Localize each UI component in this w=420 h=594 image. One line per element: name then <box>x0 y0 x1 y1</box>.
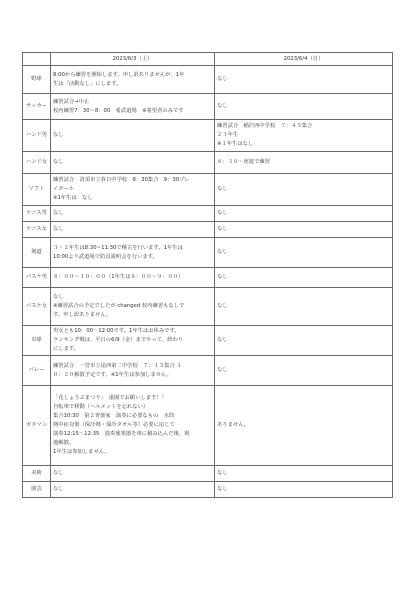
cell-line: にします。 <box>53 346 80 352</box>
cell-line: なし <box>53 226 64 232</box>
table-row <box>23 268 393 288</box>
cell-line: 集合10:30 第２青楽家 演奏に必要なもの 水筒 <box>53 413 175 419</box>
cell-line: なし <box>217 76 228 82</box>
table-row <box>23 466 393 482</box>
cell-line: 演奏12:15～12:35 演奏後楽器を車に積み込んだ後、現 <box>53 431 190 437</box>
day1-cell <box>51 174 215 206</box>
day2-cell <box>215 120 393 152</box>
day2-cell <box>215 66 393 94</box>
cell-line: ※1年生は なし <box>53 195 93 201</box>
day1-cell <box>51 326 215 356</box>
day2-cell <box>215 222 393 238</box>
day1-cell <box>51 268 215 288</box>
day1-cell <box>51 466 215 482</box>
club-name: サッカー <box>23 94 51 120</box>
cell-line: ※１年生はなし <box>217 141 254 147</box>
day2-cell <box>215 206 393 222</box>
club-name: 野球 <box>23 66 51 94</box>
club-name: テニス女 <box>23 222 51 238</box>
day2-cell <box>215 356 393 386</box>
cell-line: 10:00より武道場で防具説明会を行います。 <box>53 253 158 260</box>
cell-line: なし <box>217 186 228 192</box>
cell-line: 地解散。 <box>53 440 75 446</box>
cell-line: なし <box>217 210 228 216</box>
cell-line: ８：３０～座遊で練習 <box>217 159 270 165</box>
cell-line: なし <box>53 210 64 216</box>
cell-line: 校内練習7：30～8：00 希武道場 ※希望者のみです <box>53 107 184 114</box>
table-row <box>23 120 393 152</box>
day1-cell <box>51 120 215 152</box>
cell-line: ２３年生 <box>217 132 239 138</box>
cell-line: 男女とも10：00～12:00です。1年生はお休みです。 <box>53 328 180 334</box>
club-name: 園芸 <box>23 482 51 498</box>
club-name: 剣道 <box>23 238 51 268</box>
day1-cell <box>51 222 215 238</box>
table-row <box>23 326 393 356</box>
table-row <box>23 288 393 326</box>
table-row <box>23 152 393 174</box>
cell-line: 生は「活動なし」にします。 <box>53 80 122 87</box>
cell-line: ８：００～１０：００（1年生は８：００～９：００） <box>53 274 184 280</box>
cell-line: ※練習試合の予定でしたが changed 校内練習もなしで <box>53 303 185 309</box>
table-row <box>23 174 393 206</box>
club-name: バレー <box>23 356 51 386</box>
cell-line: 「花しょうぶまつり」 重園でお願いします！！ <box>53 395 167 401</box>
cell-line: なし <box>53 470 64 476</box>
table-row <box>23 222 393 238</box>
cell-line: なし <box>217 274 228 280</box>
day2-cell <box>215 152 393 174</box>
table-row <box>23 386 393 466</box>
header-blank <box>23 53 51 66</box>
cell-line: なし <box>53 132 64 138</box>
day2-cell <box>215 386 393 466</box>
cell-line: なし <box>217 303 228 309</box>
cell-line: なし <box>53 159 64 165</box>
club-name: バスケ女 <box>23 288 51 326</box>
schedule-body <box>23 66 393 498</box>
table-row <box>23 206 393 222</box>
cell-line: 練習試合 一宮市立尾西第二中学校 ７：１５集合 １ <box>53 362 182 369</box>
day1-cell <box>51 66 215 94</box>
table-row <box>23 94 393 120</box>
cell-line: 練習試合 稲沢西中学校 ７：４５集合 <box>217 123 313 129</box>
table-row <box>23 238 393 268</box>
cell-line: なし <box>217 226 228 232</box>
day1-cell <box>51 288 215 326</box>
club-name: 美術 <box>23 466 51 482</box>
cell-line: ０：２０解散予定です。※1年生は参加しません。 <box>53 371 172 378</box>
day1-cell <box>51 386 215 466</box>
club-name: バスケ男 <box>23 268 51 288</box>
cell-line: なし <box>217 249 228 255</box>
cell-line: ３・２年生は8:30~11:30で稽古を行います。1年生は <box>53 244 183 251</box>
cell-line: なし <box>217 470 228 476</box>
day2-cell <box>215 174 393 206</box>
header-day1: 2023/6/3（土） <box>51 53 215 66</box>
cell-line: 自転車で移動（ヘルメットを忘れない） <box>53 404 149 410</box>
club-name: ボタマン <box>23 386 51 466</box>
day1-cell <box>51 152 215 174</box>
day2-cell <box>215 238 393 268</box>
table-row <box>23 482 393 498</box>
cell-line: ありません。 <box>217 422 250 428</box>
cell-line: 練習試合 清須市立春日中学校 8：30集合 9：30プレ <box>53 177 190 183</box>
day1-cell <box>51 94 215 120</box>
day1-cell <box>51 482 215 498</box>
day1-cell <box>51 238 215 268</box>
club-name: 卓球 <box>23 326 51 356</box>
cell-line: なし <box>217 486 228 492</box>
cell-line: イボール <box>53 186 75 192</box>
cell-line: なし <box>53 294 64 300</box>
cell-line: 8:00から練習を開始します。申し訳ありませんが、1年 <box>53 71 185 78</box>
cell-line: なし <box>217 103 228 109</box>
cell-line: ランキング戦は、平日の6/9（金）までやって、終わり <box>53 337 184 343</box>
day2-cell <box>215 94 393 120</box>
table-row <box>23 356 393 386</box>
day1-cell <box>51 206 215 222</box>
header-row <box>23 53 393 66</box>
club-name: ソフト <box>23 174 51 206</box>
day2-cell <box>215 326 393 356</box>
club-name: ハンド女 <box>23 152 51 174</box>
cell-line: なし <box>217 337 228 343</box>
schedule-table <box>22 52 393 498</box>
day2-cell <box>215 288 393 326</box>
cell-line: なし <box>217 367 228 373</box>
header-day2: 2023/6/4（日） <box>215 53 393 66</box>
cell-line: 1年生は参加しません。 <box>53 449 110 455</box>
day2-cell <box>215 466 393 482</box>
cell-line: 熱中症対策（保冷剤・保冷タオル等）必要に応じて <box>53 422 175 428</box>
table-row <box>23 66 393 94</box>
day1-cell <box>51 356 215 386</box>
cell-line: なし <box>53 486 64 492</box>
club-name: テニス男 <box>23 206 51 222</box>
cell-line: す。申し訳ありません。 <box>53 312 112 318</box>
day2-cell <box>215 268 393 288</box>
day2-cell <box>215 482 393 498</box>
cell-line: 練習試合→中止 <box>53 98 90 105</box>
club-name: ハンド男 <box>23 120 51 152</box>
